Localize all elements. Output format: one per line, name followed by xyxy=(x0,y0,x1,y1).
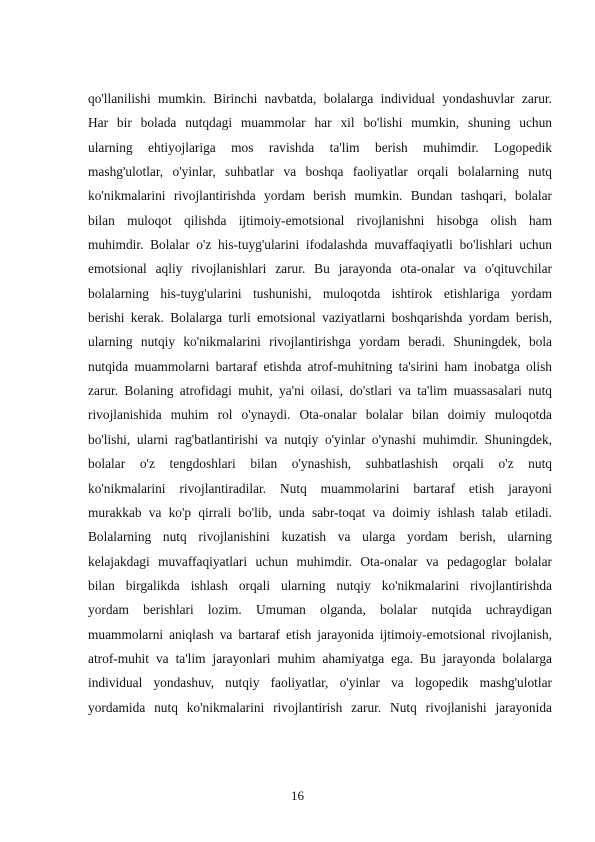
text-line: ularning nutqiy ko'nikmalarini rivojlantirishga yordam beradi. Shuningdek, bola xyxy=(88,334,552,350)
text-line: rivojlanishida muhim rol o'ynaydi. Ota-onalar bolalar bilan doimiy muloqotda xyxy=(88,407,552,423)
text-line: murakkab va ko'p qirrali bo'lib, unda sabr-toqat va doimiy ishlash talab etiladi. xyxy=(88,504,552,520)
text-line: emotsional aqliy rivojlanishlari zarur. Bu jarayonda ota-onalar va o'qituvchilar xyxy=(88,261,552,277)
text-line: bolalar o'z tengdoshlari bilan o'ynashish, suhbatlashish orqali o'z nutq xyxy=(88,456,552,472)
page-number: 16 xyxy=(291,788,304,803)
text-line: muhimdir. Bolalar o'z his-tuyg'ularini ifodalashda muvaffaqiyatli bo'lishlari uchun xyxy=(88,237,552,253)
text-line: qo'llanilishi mumkin. Birinchi navbatda, bolalarga individual yondashuvlar zarur. xyxy=(88,91,552,106)
text-line: zarur. Bolaning atrofidagi muhit, ya'ni oilasi, do'stlari va ta'lim muassasalari nutq xyxy=(88,383,552,399)
text-line: bilan muloqot qilishda ijtimoiy-emotsional rivojlanishni hisobga olish ham xyxy=(88,212,552,228)
text-line: individual yondashuv, nutqiy faoliyatlar, o'yinlar va logopedik mashg'ulotlar xyxy=(88,675,552,691)
text-line: mashg'ulotlar, o'yinlar, suhbatlar va boshqa faoliyatlar orqali bolalarning nutq xyxy=(88,164,552,180)
text-line: ko'nikmalarini rivojlantirishda yordam berish mumkin. Bundan tashqari, bolalar xyxy=(88,188,552,204)
text-line: berishi kerak. Bolalarga turli emotsional vaziyatlarni boshqarishda yordam berish, xyxy=(88,310,552,326)
text-line: muammolarni aniqlash va bartaraf etish jarayonida ijtimoiy-emotsional rivojlanish, xyxy=(88,626,552,642)
text-line: bilan birgalikda ishlash orqali ularning nutqiy ko'nikmalarini rivojlantirishda xyxy=(88,577,552,593)
text-line: ularning ehtiyojlariga mos ravishda ta'lim berish muhimdir. Logopedik xyxy=(88,139,552,155)
text-line: Bolalarning nutq rivojlanishini kuzatish va ularga yordam berish, ularning xyxy=(88,529,552,545)
text-line: nutqida muammolarni bartaraf etishda atrof-muhitning ta'sirini ham inobatga olish xyxy=(88,358,552,374)
text-line: ko'nikmalarini rivojlantiradilar. Nutq muammolarini bartaraf etish jarayoni xyxy=(88,480,552,496)
text-line: kelajakdagi muvaffaqiyatlari uchun muhimdir. Ota-onalar va pedagoglar bolalar xyxy=(88,553,552,569)
text-line: bolalarning his-tuyg'ularini tushunishi, muloqotda ishtirok etishlariga yordam xyxy=(88,285,552,301)
text-line: bo'lishi, ularni rag'batlantirishi va nutqiy o'yinlar o'ynashi muhimdir. Shuningdek, xyxy=(88,431,552,447)
text-line: yordamida nutq ko'nikmalarini rivojlantirish zarur. Nutq rivojlanishi jarayonida xyxy=(88,699,552,715)
body-paragraph xyxy=(88,87,552,720)
text-line: yordam berishlari lozim. Umuman olganda, bolalar nutqida uchraydigan xyxy=(88,602,552,618)
text-line: Har bir bolada nutqdagi muammolar har xil bo'lishi mumkin, shuning uchun xyxy=(88,115,552,131)
text-line: atrof-muhit va ta'lim jarayonlari muhim ahamiyatga ega. Bu jarayonda bolalarga xyxy=(88,650,552,666)
